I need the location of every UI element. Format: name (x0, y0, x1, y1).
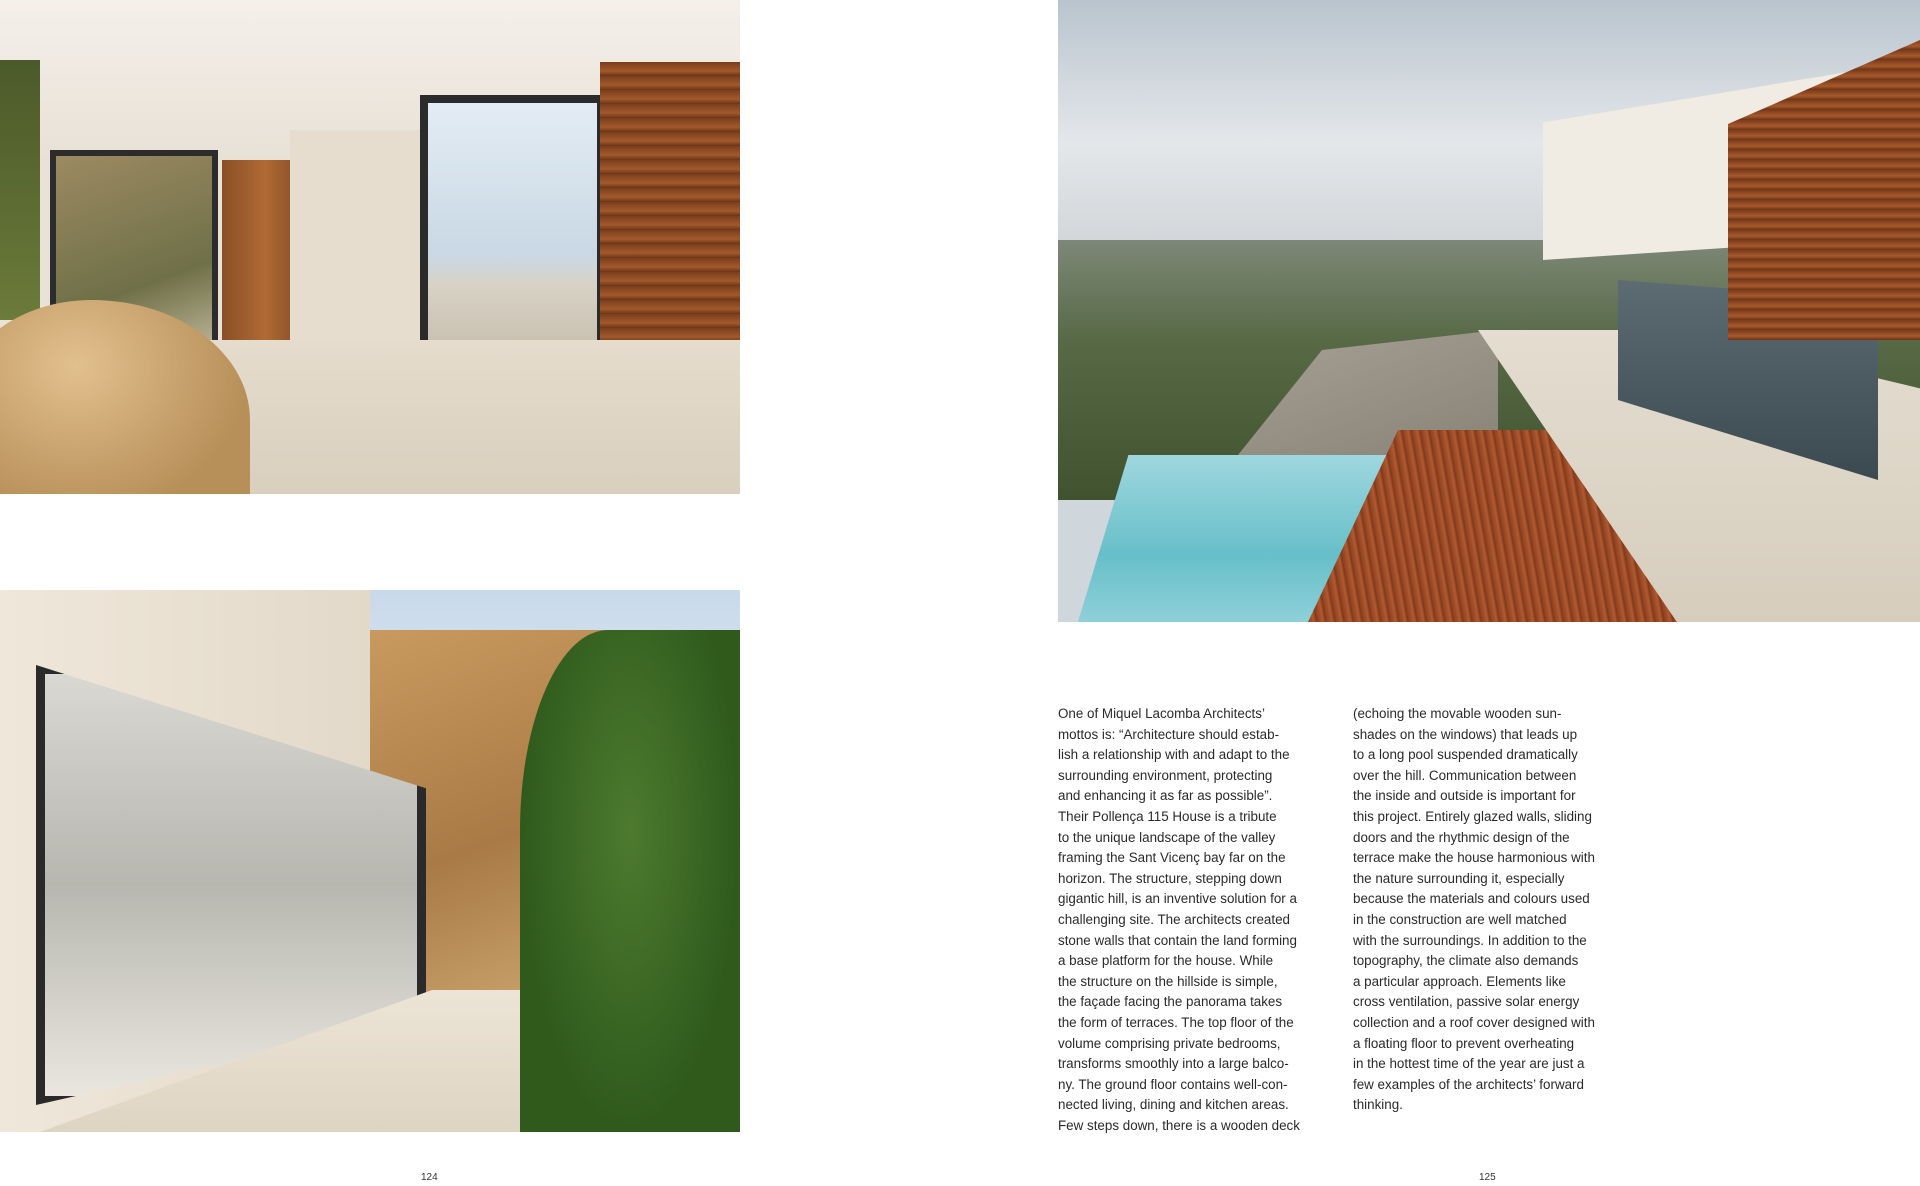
text-line: a particular approach. Elements like (1353, 973, 1566, 989)
text-line: this project. Entirely glazed walls, sliding (1353, 808, 1592, 824)
text-line: collection and a roof cover designed with (1353, 1014, 1595, 1030)
text-line: challenging site. The architects created (1058, 911, 1290, 927)
text-line: thinking. (1353, 1097, 1403, 1113)
text-line: the nature surrounding it, especially (1353, 870, 1565, 886)
text-line: to the unique landscape of the valley (1058, 829, 1276, 845)
text-line: and enhancing it as far as possible”. (1058, 788, 1273, 804)
page-number-right: 125 (1479, 1172, 1496, 1183)
text-line: the form of terraces. The top floor of the (1058, 1014, 1294, 1030)
text-line: lish a relationship with and adapt to the (1058, 747, 1290, 763)
plants (520, 630, 740, 1132)
text-line: nected living, dining and kitchen areas. (1058, 1097, 1289, 1113)
text-line: terrace make the house harmonious with (1353, 850, 1595, 866)
text-line: few examples of the architects’ forward (1353, 1076, 1584, 1092)
text-line: to a long pool suspended dramatically (1353, 747, 1578, 763)
wall (290, 130, 420, 370)
body-text-column-2 (1353, 704, 1629, 1116)
text-line: in the construction are well matched (1353, 911, 1567, 927)
text-line: Their Pollença 115 House is a tribute (1058, 808, 1277, 824)
text-line: (echoing the movable wooden sun- (1353, 706, 1562, 721)
text-line: One of Miquel Lacomba Architects’ (1058, 706, 1265, 721)
page-number-left: 124 (421, 1172, 438, 1183)
text-line: the façade facing the panorama takes (1058, 994, 1283, 1010)
text-line: with the surroundings. In addition to the (1353, 932, 1587, 948)
text-line: topography, the climate also demands (1353, 953, 1579, 969)
photo-courtyard-glass (0, 590, 740, 1132)
text-line: over the hill. Communication between (1353, 767, 1577, 783)
body-text-column-1 (1058, 704, 1334, 1136)
text-line: volume comprising private bedrooms, (1058, 1035, 1281, 1051)
text-line: in the hottest time of the year are just a (1353, 1056, 1585, 1072)
wooden-door (222, 160, 294, 365)
text-line: a floating floor to prevent overheating (1353, 1035, 1575, 1051)
text-line: framing the Sant Vicenç bay far on the (1058, 850, 1286, 866)
text-line: ny. The ground floor contains well-con- (1058, 1076, 1288, 1092)
text-line: cross ventilation, passive solar energy (1353, 994, 1580, 1010)
text-line: a base platform for the house. While (1058, 953, 1274, 969)
text-line: doors and the rhythmic design of the (1353, 829, 1570, 845)
text-line: gigantic hill, is an inventive solution for a (1058, 891, 1297, 907)
text-line: horizon. The structure, stepping down (1058, 870, 1282, 886)
text-line: stone walls that contain the land forming (1058, 932, 1297, 948)
greenery (0, 60, 40, 320)
photo-hillside-pool (1058, 0, 1920, 622)
text-line: the inside and outside is important for (1353, 788, 1576, 804)
text-line: the structure on the hillside is simple, (1058, 973, 1278, 989)
text-line: because the materials and colours used (1353, 891, 1590, 907)
text-line: shades on the windows) that leads up (1353, 726, 1578, 742)
text-line: mottos is: “Architecture should estab- (1058, 726, 1280, 742)
text-line: surrounding environment, protecting (1058, 767, 1273, 783)
text-line: transforms smoothly into a large balco- (1058, 1056, 1289, 1072)
photo-entrance-shutter (0, 0, 740, 494)
text-line: Few steps down, there is a wooden deck (1058, 1117, 1300, 1133)
